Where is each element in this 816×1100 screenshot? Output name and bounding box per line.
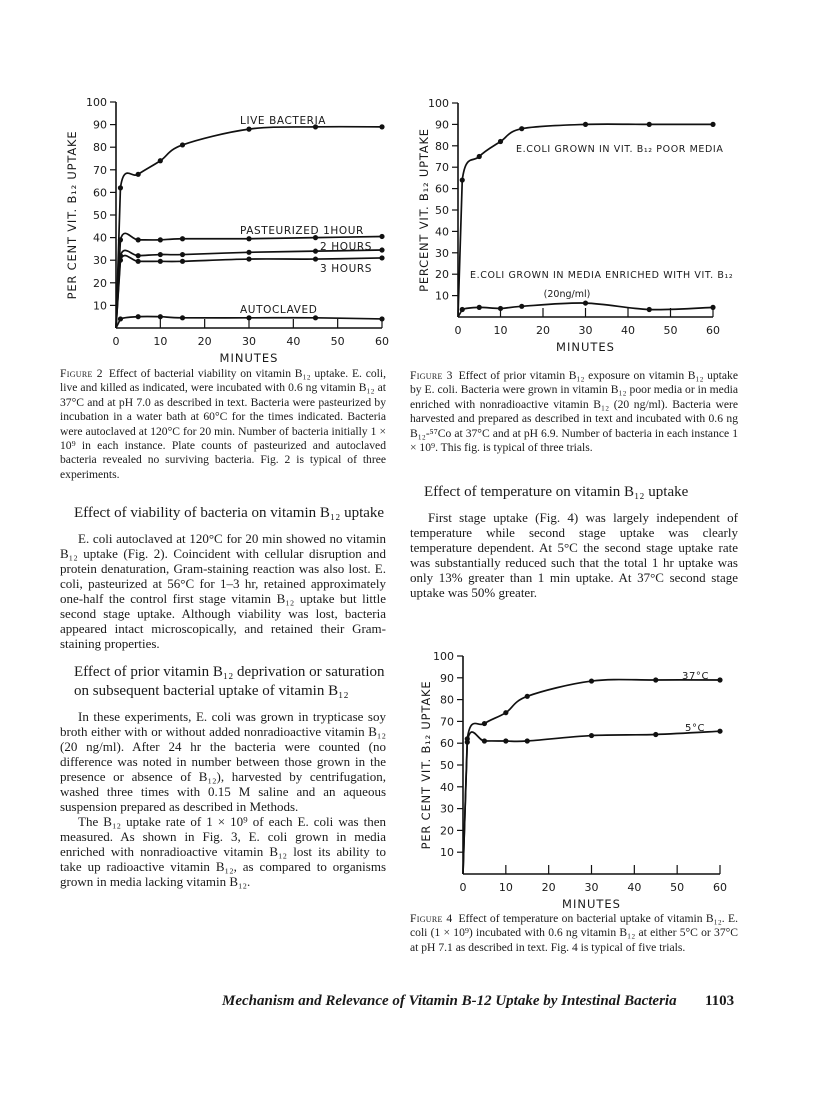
y-tick-label: 80 <box>93 141 107 155</box>
y-tick-label: 90 <box>93 118 107 132</box>
data-point <box>465 740 470 745</box>
figure-3-caption <box>410 369 738 455</box>
y-axis-label: PER CENT VIT. B₁₂ UPTAKE <box>65 130 79 300</box>
data-point <box>519 304 524 309</box>
y-tick-label: 50 <box>435 204 449 217</box>
y-tick-label: 20 <box>93 276 107 290</box>
data-point <box>180 259 185 264</box>
data-point <box>136 259 141 264</box>
y-tick-label: 90 <box>435 118 449 132</box>
y-tick-label: 60 <box>440 737 454 751</box>
series-label: LIVE BACTERIA <box>240 115 327 127</box>
data-point <box>498 306 503 311</box>
section-heading-viability: Effect of viability of bacteria on vitamin B₁₂ uptake <box>74 505 385 521</box>
data-point <box>525 738 530 743</box>
x-tick-label: 0 <box>459 881 467 894</box>
data-point <box>379 124 384 129</box>
y-axis-label: PERCENT VIT. B₁₂ UPTAKE <box>417 128 431 292</box>
data-point <box>118 185 123 190</box>
paragraph: In these experiments, E. coli was grown in trypticase soy broth either with or without added nonradioactive vitamin B₁₂ (20 ng/ml). After 24 hr the bacteria were counted (no difference was noted in number between those grown in the presence or absence of B₁₂), harvested by centrifugation, washed three times with 0.15 M saline and an aqueous suspension prepared as described in Methods. <box>60 709 386 814</box>
data-point <box>313 256 318 261</box>
y-tick-label: 80 <box>435 139 449 153</box>
figure-4-chart <box>405 640 750 910</box>
data-point <box>460 177 465 182</box>
y-tick-label: 60 <box>435 182 449 196</box>
data-point <box>246 250 251 255</box>
y-tick-label: 20 <box>440 824 454 838</box>
x-axis-label: MINUTES <box>556 340 615 354</box>
y-tick-label: 70 <box>440 715 454 729</box>
x-tick-label: 20 <box>536 324 550 337</box>
y-tick-label: 10 <box>93 299 107 313</box>
paragraph: E. coli autoclaved at 120°C for 20 min showed no vitamin B₁₂ uptake (Fig. 2). Coincident with cellular disruption and protein denaturation, Gram-staining reaction was also lost. E. coli, pasteurized at 56°C for 1–3 hr, retained approximately one-half the control first stage vitamin B₁₂ uptake but little second stage uptake. Although viability was lost, bacteria appeared intact microscopically, and retained their Gram-staining properties. <box>60 531 386 651</box>
data-point <box>717 677 722 682</box>
data-point <box>647 122 652 127</box>
data-point <box>379 247 384 252</box>
data-point <box>158 158 163 163</box>
series-label: E.COLI GROWN IN MEDIA ENRICHED WITH VIT. B₁₂ <box>470 270 734 281</box>
y-tick-label: 60 <box>93 186 107 200</box>
x-tick-label: 30 <box>578 324 593 337</box>
y-tick-label: 30 <box>93 254 107 268</box>
y-tick-label: 30 <box>440 802 454 816</box>
y-tick-label: 50 <box>440 759 454 772</box>
data-point <box>503 710 508 715</box>
data-point <box>180 315 185 320</box>
x-tick-label: 0 <box>112 335 120 348</box>
caption-text: Effect of temperature on bacterial uptake of vitamin B₁₂. E. coli (1 × 10⁹) incubated with 0.6 ng vitamin B₁₂ at either 5°C or 37°C at pH 7.1 as described in text. Fig. 4 is typical of five trials. <box>410 912 738 954</box>
series-label: E.COLI GROWN IN VIT. B₁₂ POOR MEDIA <box>516 144 724 155</box>
data-point <box>653 732 658 737</box>
page-number: 1103 <box>705 993 735 1009</box>
section-heading-temperature: Effect of temperature on vitamin B₁₂ uptake <box>424 484 689 500</box>
x-tick-label: 10 <box>493 324 508 337</box>
caption-text: Effect of prior vitamin B₁₂ exposure on vitamin B₁₂ uptake by E. coli. Bacteria were grown in vitamin B₁₂ poor media or in media enriched with nonradioactive vitamin B₁₂ (20 ng/ml). Bacteria were harvested and prepared as described in text and incubated with 0.6 ng B₁₂-⁵⁷Co at 37°C and at pH 6.9. Number of bacteria in each instance 1 × 10⁹. This fig. is typical of three trials. <box>410 369 738 455</box>
section-heading-deprivation: Effect of prior vitamin B₁₂ deprivation or saturation on subsequent bacterial uptake of vitamin B₁₂ <box>74 664 385 699</box>
data-point <box>519 126 524 131</box>
left-column-text <box>60 504 386 889</box>
data-point <box>477 305 482 310</box>
x-tick-label: 60 <box>706 324 720 337</box>
data-point <box>460 307 465 312</box>
figure-2-chart <box>40 88 400 363</box>
y-tick-label: 40 <box>440 780 454 794</box>
data-point <box>710 122 715 127</box>
data-point <box>246 127 251 132</box>
data-point <box>589 678 594 683</box>
figure-4-caption <box>410 912 738 955</box>
running-title: Mechanism and Relevance of Vitamin B-12 Uptake by Intestinal Bacteria <box>222 993 677 1009</box>
data-point <box>647 307 652 312</box>
x-axis-label: MINUTES <box>219 351 279 365</box>
data-point <box>158 259 163 264</box>
data-point <box>136 253 141 258</box>
data-point <box>158 252 163 257</box>
x-tick-label: 40 <box>621 324 635 337</box>
data-point <box>482 721 487 726</box>
data-point <box>118 316 123 321</box>
x-tick-label: 30 <box>584 881 599 894</box>
data-point <box>246 256 251 261</box>
x-tick-label: 20 <box>197 335 212 348</box>
data-point <box>482 738 487 743</box>
figure-2-caption <box>60 367 386 482</box>
data-point <box>118 258 123 263</box>
data-point <box>158 237 163 242</box>
x-axis-label: MINUTES <box>562 897 621 911</box>
x-tick-label: 10 <box>498 881 513 894</box>
data-point <box>583 300 588 305</box>
y-tick-label: 10 <box>440 846 454 860</box>
data-point <box>180 252 185 257</box>
series-label: 3 HOURS <box>320 263 373 275</box>
y-tick-label: 70 <box>435 161 449 175</box>
right-column-text <box>410 483 738 600</box>
series-label: 37°C <box>682 671 710 682</box>
x-tick-label: 40 <box>286 335 301 348</box>
x-tick-label: 60 <box>375 335 389 348</box>
y-axis-label: PER CENT VIT. B₁₂ UPTAKE <box>419 680 433 850</box>
data-point <box>180 236 185 241</box>
y-tick-label: 90 <box>440 671 454 685</box>
y-tick-label: 30 <box>435 246 449 260</box>
data-point <box>653 677 658 682</box>
x-tick-label: 50 <box>330 335 345 348</box>
x-tick-label: 50 <box>670 881 685 894</box>
series-line <box>463 731 720 874</box>
data-point <box>246 315 251 320</box>
y-tick-label: 80 <box>440 693 454 707</box>
series-note: (20ng/ml) <box>543 289 591 300</box>
data-point <box>589 733 594 738</box>
y-tick-label: 100 <box>428 97 449 110</box>
data-point <box>525 694 530 699</box>
y-tick-label: 10 <box>435 289 449 303</box>
data-point <box>477 154 482 159</box>
series-label: 2 HOURS <box>320 241 373 253</box>
data-point <box>118 237 123 242</box>
x-tick-label: 30 <box>242 335 256 348</box>
caption-label: Figure 2 <box>60 367 103 380</box>
x-tick-label: 50 <box>663 324 678 337</box>
data-point <box>313 315 318 320</box>
x-tick-label: 20 <box>541 881 556 894</box>
figure-3-chart <box>405 88 750 353</box>
paragraph: The B₁₂ uptake rate of 1 × 10⁹ of each E. coli was then measured. As shown in Fig. 3, E. coli grown in media enriched with nonradioactive vitamin B₁₂ lost its ability to take up radioactive vitamin B₁₂, as compared to organisms grown in media lacking vitamin B₁₂. <box>60 814 386 889</box>
data-point <box>136 314 141 319</box>
y-tick-label: 40 <box>435 225 449 239</box>
data-point <box>180 142 185 147</box>
data-point <box>498 139 503 144</box>
caption-label: Figure 4 <box>410 912 453 925</box>
series-label: 5°C <box>685 723 706 734</box>
x-tick-label: 60 <box>713 881 727 894</box>
series-label: PASTEURIZED 1HOUR <box>240 225 364 237</box>
data-point <box>313 249 318 254</box>
x-tick-label: 0 <box>454 324 462 337</box>
data-point <box>158 314 163 319</box>
y-tick-label: 50 <box>93 209 107 222</box>
y-tick-label: 70 <box>93 163 107 177</box>
data-point <box>379 316 384 321</box>
caption-label: Figure 3 <box>410 369 453 382</box>
data-point <box>583 122 588 127</box>
y-tick-label: 20 <box>435 268 449 282</box>
caption-text: Effect of bacterial viability on vitamin B₁₂ uptake. E. coli, live and killed as indicated, were incubated with 0.6 ng vitamin B₁₂ at 37°C and at pH 7.0 as described in text. Bacteria were pasteurized by incubation in a water bath at 60°C for the times indicated. Bacteria were autoclaved at 120°C for 20 min. Number of bacteria initially 1 × 10⁹ in each instance. Plate counts of pasteurized and autoclaved bacteria revealed no surviving bacteria. Fig. 2 is typical of three experiments. <box>60 367 386 481</box>
data-point <box>379 255 384 260</box>
y-tick-label: 100 <box>86 96 107 109</box>
x-tick-label: 40 <box>627 881 642 894</box>
paragraph: First stage uptake (Fig. 4) was largely independent of temperature while second stage uptake was clearly temperature dependent. At 5°C the second stage uptake rate was substantially reduced such that the total 1 hr uptake was only 13% greater than 1 min uptake. At 37°C second stage uptake was 50% greater. <box>410 510 738 600</box>
data-point <box>136 237 141 242</box>
y-tick-label: 40 <box>93 231 107 245</box>
data-point <box>717 729 722 734</box>
x-tick-label: 10 <box>153 335 168 348</box>
series-line <box>463 680 720 874</box>
series-label: AUTOCLAVED <box>240 304 318 316</box>
data-point <box>710 305 715 310</box>
data-point <box>379 234 384 239</box>
y-tick-label: 100 <box>433 650 454 663</box>
data-point <box>136 172 141 177</box>
data-point <box>503 738 508 743</box>
